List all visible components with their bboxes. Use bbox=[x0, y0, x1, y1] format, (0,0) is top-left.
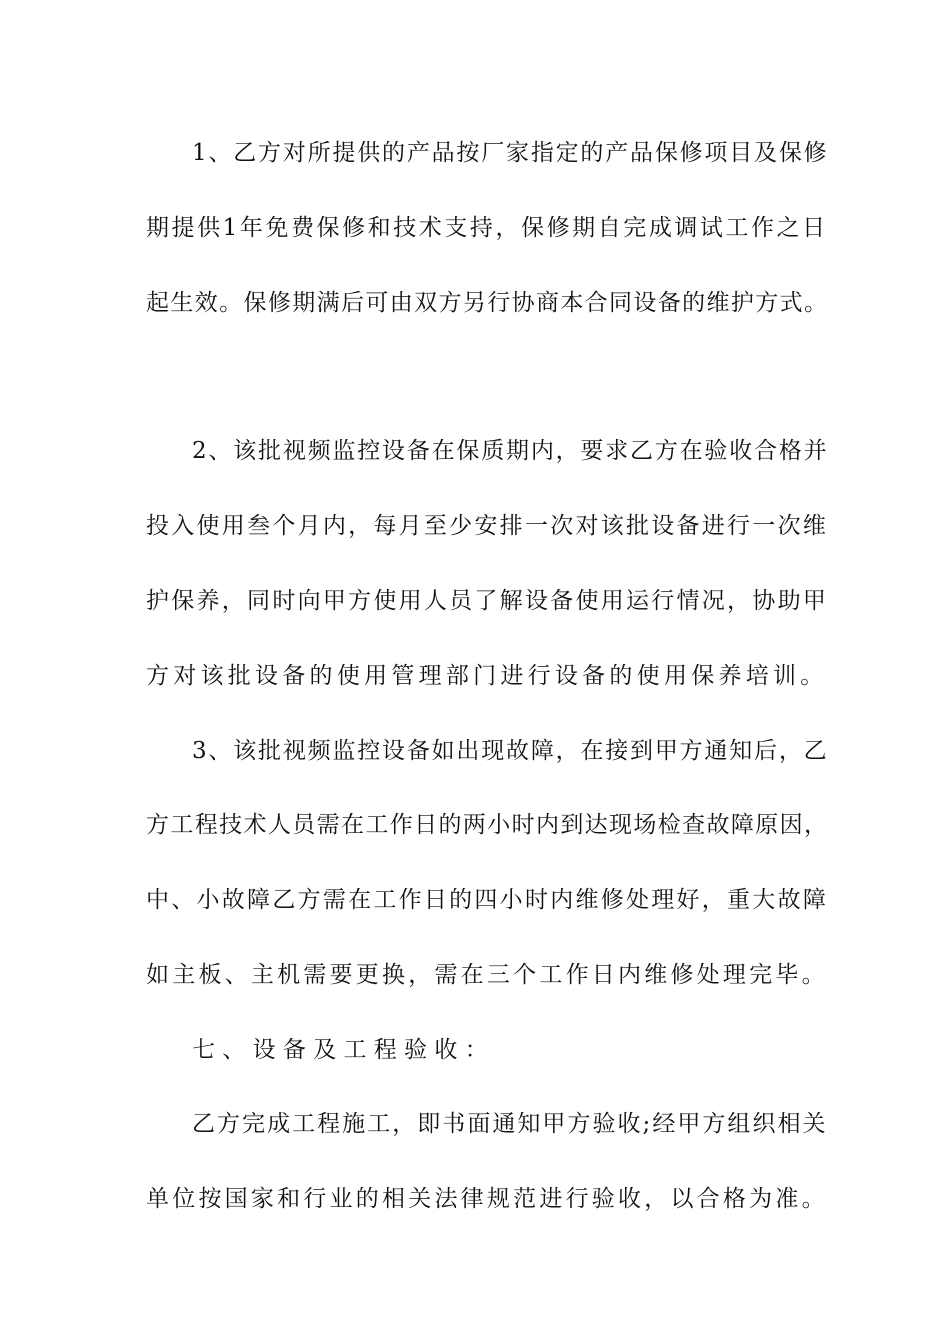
paragraph-2-line-3: 护保养，同时向甲方使用人员了解设备使用运行情况，协助甲 bbox=[146, 588, 829, 614]
paragraph-1-line-3: 起生效。保修期满后可由双方另行协商本合同设备的维护方式。 bbox=[146, 290, 829, 316]
paragraph-2-line-1: 2、该批视频监控设备在保质期内，要求乙方在验收合格并 bbox=[192, 438, 829, 464]
paragraph-2-line-4: 方对该批设备的使用管理部门进行设备的使用保养培训。 bbox=[146, 663, 828, 689]
paragraph-3-line-1: 3、该批视频监控设备如出现故障，在接到甲方通知后，乙 bbox=[192, 738, 829, 764]
paragraph-1-line-2: 期提供1年免费保修和技术支持，保修期自完成调试工作之日 bbox=[146, 215, 828, 241]
paragraph-1-line-1: 1、乙方对所提供的产品按厂家指定的产品保修项目及保修 bbox=[192, 140, 829, 166]
paragraph-3-line-3: 中、小故障乙方需在工作日的四小时内维修处理好，重大故障 bbox=[146, 887, 829, 913]
paragraph-3-line-2: 方工程技术人员需在工作日的两小时内到达现场检查故障原因， bbox=[146, 812, 829, 838]
section-heading: 七、设备及工程验收： bbox=[192, 1037, 495, 1063]
paragraph-3-line-4: 如主板、主机需要更换，需在三个工作日内维修处理完毕。 bbox=[146, 962, 828, 988]
paragraph-5-line-2: 单位按国家和行业的相关法律规范进行验收，以合格为准。 bbox=[146, 1186, 828, 1212]
paragraph-2-line-2: 投入使用叁个月内，每月至少安排一次对该批设备进行一次维 bbox=[146, 513, 829, 539]
paragraph-5-line-1: 乙方完成工程施工，即书面通知甲方验收;经甲方组织相关 bbox=[192, 1111, 828, 1137]
